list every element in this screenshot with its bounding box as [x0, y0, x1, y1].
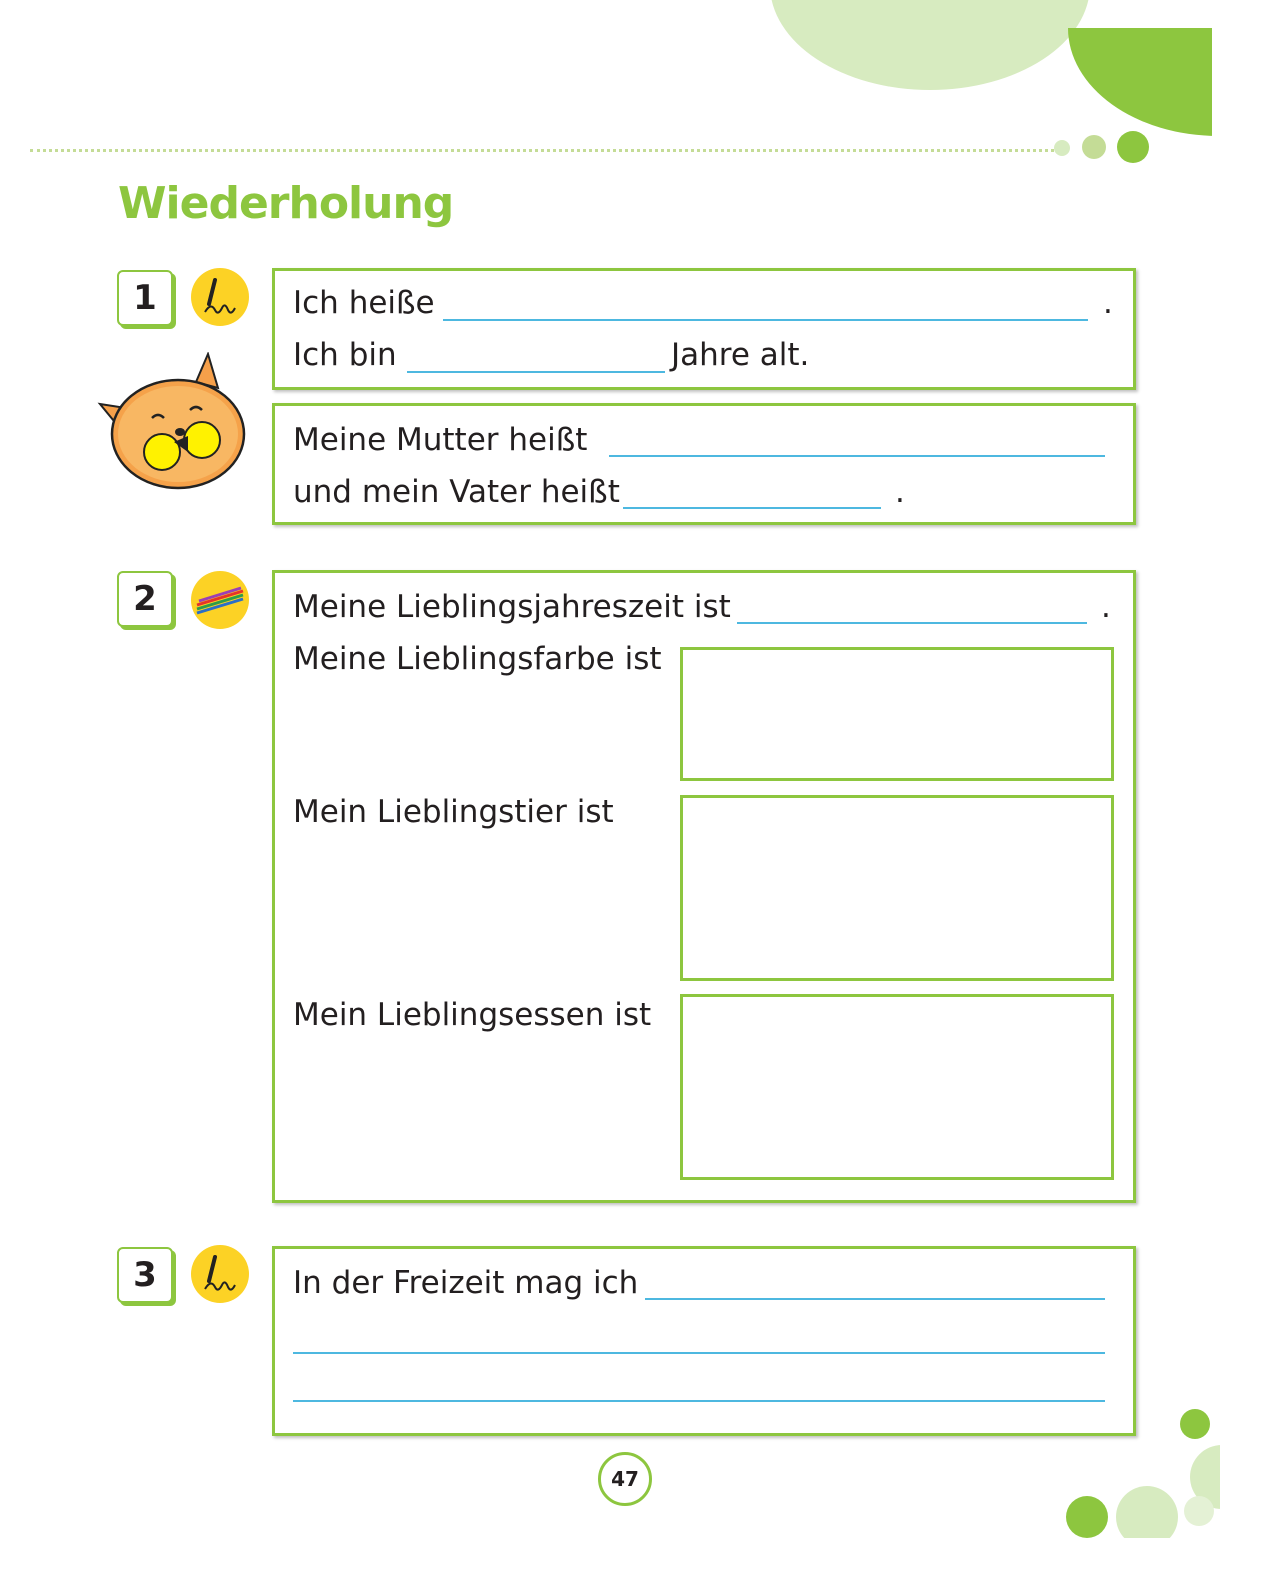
freetime-answer-line-1[interactable]: [645, 1298, 1105, 1300]
season-answer-line[interactable]: [737, 622, 1087, 624]
father-answer-line[interactable]: [623, 507, 881, 509]
bottom-dot-5: [1184, 1496, 1214, 1526]
animal-drawing-box[interactable]: [680, 795, 1114, 981]
exercise-3-box-freetime: [272, 1246, 1136, 1436]
age-prompt: Ich bin: [293, 337, 397, 373]
food-prompt: Mein Lieblingsessen ist: [293, 997, 652, 1033]
header-dot-large: [1117, 131, 1149, 163]
freetime-answer-line-3[interactable]: [293, 1400, 1105, 1402]
exercise-1-box-name-age: [272, 268, 1136, 390]
bottom-dot-1: [1180, 1409, 1210, 1439]
mother-answer-line[interactable]: [609, 455, 1105, 457]
header-dot-small: [1054, 140, 1070, 156]
pen-write-icon: [191, 268, 249, 326]
page-number-badge: [598, 1452, 652, 1506]
exercise-2-number: 2: [117, 571, 173, 627]
exercise-1-box-parents: [272, 403, 1136, 525]
name-period: .: [1103, 285, 1113, 321]
exercise-1-number: 1: [117, 270, 173, 326]
freetime-prompt: In der Freizeit mag ich: [293, 1265, 639, 1301]
freetime-answer-line-2[interactable]: [293, 1352, 1105, 1354]
season-period: .: [1101, 589, 1111, 625]
age-answer-line[interactable]: [407, 371, 665, 373]
exercise-2-box-favorites: [272, 570, 1136, 1203]
name-answer-line[interactable]: [443, 319, 1088, 321]
father-period: .: [895, 474, 905, 510]
age-suffix: Jahre alt.: [671, 337, 810, 373]
page-number: 47: [611, 1467, 639, 1491]
bottom-margin: [1000, 1538, 1270, 1594]
top-right-green-corner: [1068, 28, 1220, 136]
top-decor-light-blob: [770, 0, 1090, 90]
top-right-margin: [1212, 0, 1270, 140]
header-dotted-line: [30, 149, 1060, 152]
cat-face-illustration: [96, 352, 256, 492]
color-prompt: Meine Lieblingsfarbe ist: [293, 641, 662, 677]
bottom-dot-3: [1066, 1496, 1108, 1538]
mother-prompt: Meine Mutter heißt: [293, 422, 588, 458]
animal-prompt: Mein Lieblingstier ist: [293, 794, 614, 830]
food-drawing-box[interactable]: [680, 994, 1114, 1180]
exercise-3-number: 3: [117, 1247, 173, 1303]
father-prompt: und mein Vater heißt: [293, 474, 620, 510]
pen-write-icon: [191, 1245, 249, 1303]
color-drawing-box[interactable]: [680, 647, 1114, 781]
colored-pencils-icon: [191, 571, 249, 629]
name-prompt: Ich heiße: [293, 285, 435, 321]
header-dot-medium: [1082, 135, 1106, 159]
page-title: Wiederholung: [118, 178, 454, 229]
season-prompt: Meine Lieblingsjahreszeit ist: [293, 589, 731, 625]
